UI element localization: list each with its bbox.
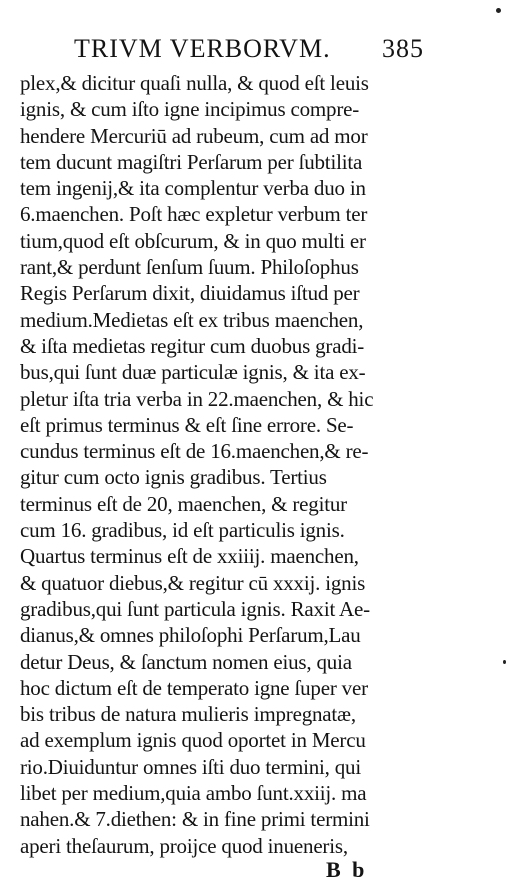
text-line: detur Deus, & ſanctum nomen eius, quia xyxy=(20,649,352,674)
text-block xyxy=(20,70,466,859)
text-line: libet per medium,quia ambo ſunt.xxiij. ma xyxy=(20,781,367,806)
text-line: dianus,& omnes philoſophi Perſarum,Lau xyxy=(20,623,361,648)
text-line: plex,& dicitur quaſi nulla, & quod eſt leuis xyxy=(20,71,369,95)
text-line: ignis, & cum iſto igne incipimus compre- xyxy=(20,97,360,122)
signature-mark: B b xyxy=(326,857,368,882)
text-line: tem ingenij,& ita complentur verba duo in xyxy=(20,176,366,201)
text-line: gitur cum octo ignis gradibus. Tertius xyxy=(20,465,327,490)
text-line: nahen.& 7.diethen: & in fine primi termini xyxy=(20,807,370,832)
text-line: gradibus,qui ſunt particula ignis. Raxit Ae- xyxy=(20,596,370,621)
text-line: hendere Mercuriū ad rubeum, cum ad mor xyxy=(20,123,368,148)
text-line: & iſta medietas regitur cum duobus gradi- xyxy=(20,333,365,358)
text-line: Quartus terminus eſt de xxiiij. maenchen, xyxy=(20,544,359,569)
ink-speck xyxy=(496,8,501,13)
text-line: eſt primus terminus & eſt ſine errore. Se- xyxy=(20,412,354,437)
text-line: 6.maenchen. Poſt hæc expletur verbum ter xyxy=(20,202,368,227)
text-line: & quatuor diebus,& regitur cū xxxij. ignis xyxy=(20,570,366,595)
text-line: tium,quod eſt obſcurum, & in quo multi er xyxy=(20,228,366,253)
ink-speck xyxy=(503,660,506,664)
text-line: bis tribus de natura mulieris impregnatæ, xyxy=(20,702,356,727)
text-line: ad exemplum ignis quod oportet in Mercu xyxy=(20,728,366,753)
text-line: pletur iſta tria verba in 22.maenchen, & hic xyxy=(20,386,374,411)
text-line: medium.Medietas eſt ex tribus maenchen, xyxy=(20,307,364,332)
running-header xyxy=(74,34,484,70)
text-line: tem ducunt magiſtri Perſarum per ſubtilita xyxy=(20,149,363,174)
text-line: cum 16. gradibus, id eſt particulis ignis. xyxy=(20,518,345,543)
text-line: hoc dictum eſt de temperato igne ſuper ver xyxy=(20,675,368,700)
text-line: rant,& perdunt ſenſum ſuum. Philoſophus xyxy=(20,255,359,280)
text-line: Regis Perſarum dixit, diuidamus iſtud per xyxy=(20,281,360,306)
text-line: bus,qui ſunt duæ particulæ ignis, & ita ex- xyxy=(20,360,366,385)
text-line: rio.Diuiduntur omnes iſti duo termini, qui xyxy=(20,754,361,779)
text-line: aperi theſaurum, proijce quod inueneris, xyxy=(20,833,348,858)
running-title: TRIVM VERBORVM. xyxy=(74,34,331,63)
text-line: cundus terminus eſt de 16.maenchen,& re- xyxy=(20,439,369,464)
text-line: terminus eſt de 20, maenchen, & regitur xyxy=(20,491,347,516)
page-number: 385 xyxy=(382,34,424,63)
